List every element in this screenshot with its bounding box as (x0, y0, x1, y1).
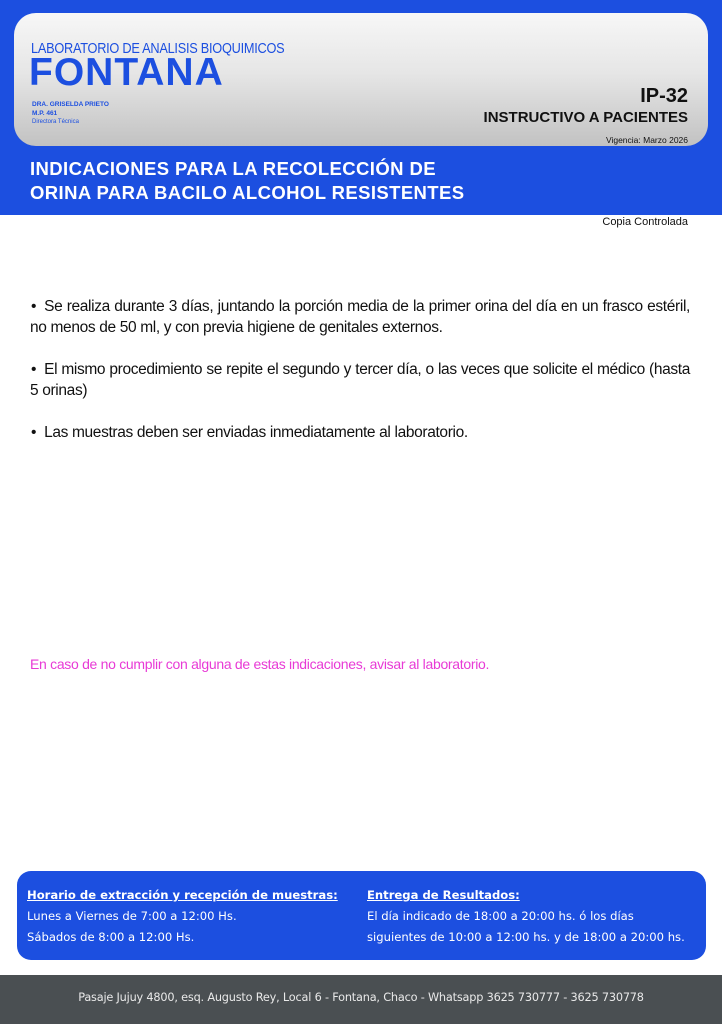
director-license: M.P. 461 (32, 110, 58, 117)
document-type: INSTRUCTIVO A PACIENTES (483, 109, 688, 126)
document-code: IP-32 (640, 85, 688, 107)
schedule-section (27, 885, 338, 948)
footer-bar (0, 975, 722, 1024)
schedule-weekdays: Lunes a Viernes de 7:00 a 12:00 Hs. (27, 909, 237, 923)
lab-name: LABORATORIO DE ANALISIS BIOQUIMICOS (31, 41, 285, 57)
instruction-item (30, 359, 690, 401)
header-card (14, 13, 708, 146)
schedule-heading: Horario de extracción y recepción de muestras: (27, 888, 338, 902)
warning-note: En caso de no cumplir con alguna de estas indicaciones, avisar al laboratorio. (30, 656, 490, 672)
brand-logo-text: FONTANA (29, 51, 224, 94)
document-validity: Vigencia: Marzo 2026 (605, 135, 688, 145)
hours-card (17, 871, 706, 960)
page-title (30, 157, 465, 205)
instruction-text: Las muestras deben ser enviadas inmediatamente al laboratorio. (44, 424, 468, 441)
director-role: Directora Técnica (32, 119, 79, 125)
results-line-2: siguientes de 10:00 a 12:00 hs. y de 18:00 a 20:00 hs. (367, 930, 685, 944)
bullet-marker: • (31, 361, 37, 378)
controlled-copy-note: Copia Controlada (602, 216, 688, 228)
bullet-marker: • (31, 298, 37, 315)
results-line-1: El día indicado de 18:00 a 20:00 hs. ó los días (367, 909, 634, 923)
director-name: DRA. GRISELDA PRIETO (32, 101, 109, 108)
footer-contact: Pasaje Jujuy 4800, esq. Augusto Rey, Local 6 - Fontana, Chaco - Whatsapp 3625 730777 - 3625 730778 (78, 991, 644, 1004)
page-title-line-2: ORINA PARA BACILO ALCOHOL RESISTENTES (30, 182, 465, 203)
instruction-text: Se realiza durante 3 días, juntando la porción media de la primer orina del día en un frasco estéril, no menos de 50 ml, y con previa higiene de genitales externos. (30, 298, 690, 336)
instruction-item (30, 296, 690, 338)
instructions-list (30, 296, 690, 464)
page-title-line-1: INDICACIONES PARA LA RECOLECCIÓN DE (30, 158, 436, 179)
results-section (367, 885, 685, 948)
schedule-saturdays: Sábados de 8:00 a 12:00 Hs. (27, 930, 195, 944)
bullet-marker: • (31, 424, 37, 441)
instruction-text: El mismo procedimiento se repite el segundo y tercer día, o las veces que solicite el médico (hasta 5 orinas) (30, 361, 690, 399)
instruction-item (30, 422, 690, 443)
results-heading: Entrega de Resultados: (367, 888, 520, 902)
